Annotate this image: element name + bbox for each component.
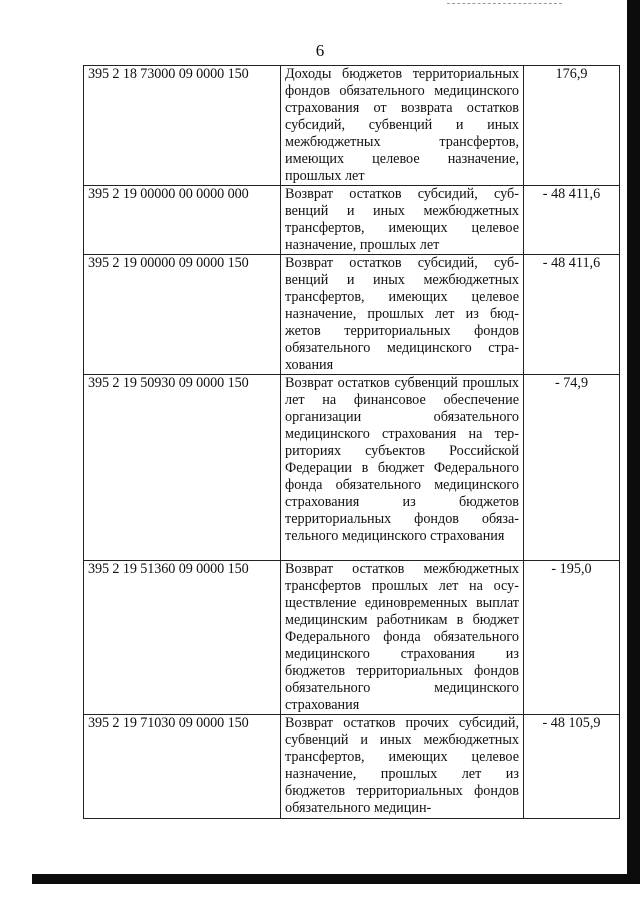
table-row (84, 375, 620, 561)
scan-edge-mark (447, 3, 562, 4)
amount-cell: - 195,0 (524, 561, 620, 715)
page-number: 6 (315, 41, 325, 60)
table-row (84, 66, 620, 186)
item-name-cell: Возврат остатков прочих субсидий, субвенций и иных межбюджетных трансфертов, имеющих целевое назначение, прошлых лет из бюджетов территориальных фондов обязательного медицин- (281, 715, 524, 819)
amount-cell: - 74,9 (524, 375, 620, 561)
amount-cell: - 48 105,9 (524, 715, 620, 819)
table-row (84, 561, 620, 715)
amount-cell: 176,9 (524, 66, 620, 186)
budget-code-cell: 395 2 19 51360 09 0000 150 (84, 561, 281, 715)
budget-code-cell: 395 2 19 00000 00 0000 000 (84, 186, 281, 255)
item-name-cell: Доходы бюджетов территориальных фондов обязательного медицинского страхования от возврата остатков субсидий, субвенций и иных межбюджетных трансфертов, имеющих целевое назначение, прошлых лет (281, 66, 524, 186)
item-name-cell: Возврат остатков межбюджетных трансфертов прошлых лет на осуществление единовременных выплат медицинским работникам в бюджет Федерального фонда обязательного медицинского страхования из бюджетов территориальных фондов обязательного медицинского страхования (281, 561, 524, 715)
table-row (84, 255, 620, 375)
amount-cell: - 48 411,6 (524, 255, 620, 375)
budget-table (83, 65, 620, 819)
budget-code-cell: 395 2 18 73000 09 0000 150 (84, 66, 281, 186)
scan-border-right (627, 0, 640, 884)
budget-code-cell: 395 2 19 71030 09 0000 150 (84, 715, 281, 819)
item-name-cell: Возврат остатков субсидий, субвенций и иных межбюджетных трансфертов, имеющих целевое назначение, прошлых лет (281, 186, 524, 255)
budget-code-cell: 395 2 19 00000 09 0000 150 (84, 255, 281, 375)
table-row (84, 715, 620, 819)
item-name-cell: Возврат остатков субвенций прошлых лет на финансовое обеспечение организации обязательного медицинского страхования на территориях субъектов Российской Федерации в бюджет Федерального фонда обязательного медицинского страхования из бюджетов территориальных фондов обязательного медицинского страхования (281, 375, 524, 561)
item-name-cell: Возврат остатков субсидий, субвенций и иных межбюджетных трансфертов, имеющих целевое назначение, прошлых лет из бюджетов территориальных фондов обязательного медицинского страхования (281, 255, 524, 375)
budget-code-cell: 395 2 19 50930 09 0000 150 (84, 375, 281, 561)
amount-cell: - 48 411,6 (524, 186, 620, 255)
scan-border-bottom (32, 874, 640, 884)
table-row (84, 186, 620, 255)
